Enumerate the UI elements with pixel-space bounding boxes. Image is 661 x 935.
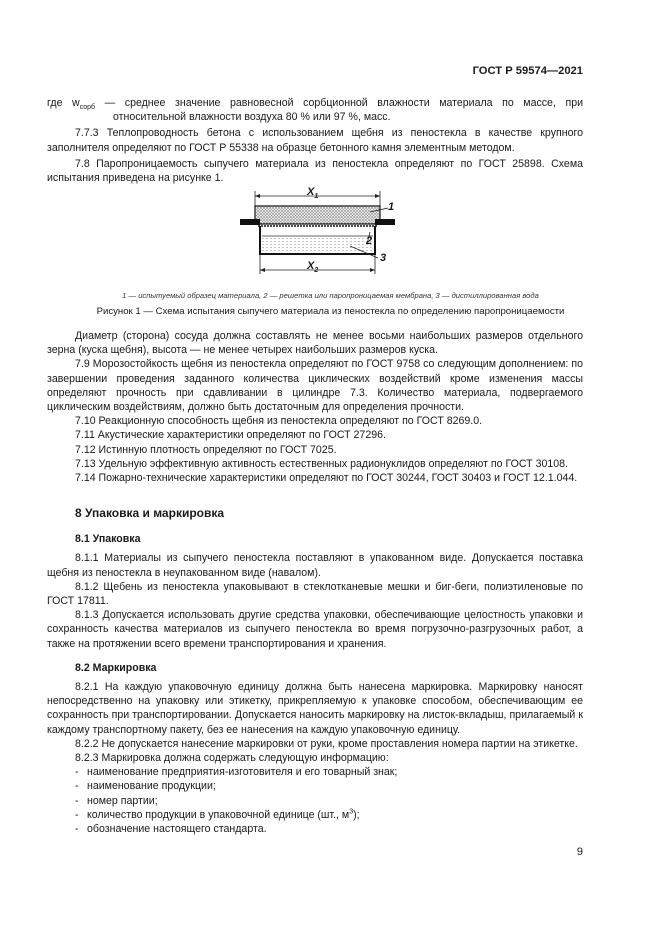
paragraph-7-14: 7.14 Пожарно-технические характеристики определяют по ГОСТ 30244, ГОСТ 30403 и ГОСТ 12.1.044. — [75, 472, 578, 485]
paragraph-8-2-1: 8.2.1 На каждую упаковочную единицу должна быть нанесена маркировка. Маркировку наносят непосредственно на упаковку или этикетку, прикрепляемую к упаковке способом, обеспечивающим ее сохранность при транспортировании. Допускается наносить маркировку на листок-вкладыш, прилагаемый к каждому транспортному пакету, без ее нанесения на каждую упаковочную единицу. — [47, 681, 583, 736]
list-item: - наименование продукции; — [75, 780, 216, 793]
callout-2: 2 — [366, 235, 373, 247]
figure-caption: Рисунок 1 — Схема испытания сыпучего материала из пеностекла по определению паропроницаемости — [96, 306, 565, 317]
left-flange — [240, 219, 260, 225]
subsection-8-2-heading: 8.2 Маркировка — [75, 661, 157, 674]
definition-text: — среднее значение равновесной сорбционной влажности материала по массе, при относительной влажности воздуха 80 % или 97 %, масс. — [95, 97, 584, 124]
section-8-block — [47, 506, 583, 836]
label-x1: $X_1$ — [307, 186, 319, 201]
paragraph-8-1-2: 8.1.2 Щебень из пеностекла упаковывают в стеклотканевые мешки и биг-беги, полиэтиленовые по ГОСТ 17811. — [47, 580, 583, 608]
callout-3: 3 — [380, 252, 387, 264]
paragraph-8-1-3: 8.1.3 Допускается использовать другие средства упаковки, обеспечивающие целостность упаковки и сохранность качества материалов из сыпучего пеностекла во время погрузочно-разгрузочных работ, а также на протяжении всего времени транспортирования и хранения. — [47, 609, 583, 650]
callout-1: 1 — [388, 201, 395, 213]
figure-1-diagram — [230, 186, 410, 282]
test-sample-layer — [255, 206, 380, 224]
definition-lead: где w — [47, 97, 80, 109]
figure-legend: 1 — испытуемый образец материала, 2 — решетка или паропроницаемая мембрана, 3 — дистиллированная вода — [122, 291, 539, 300]
paragraph-7-7-3: 7.7.3 Теплопроводность бетона с использованием щебня из пеностекла в качестве крупного заполнителя определяют по ГОСТ Р 55338 на образце бетонного камня элементным методом. — [47, 127, 583, 154]
right-flange — [375, 219, 395, 225]
definition-subscript: сорб — [79, 104, 96, 112]
list-item: - обозначение настоящего стандарта. — [75, 823, 267, 836]
section-8-heading: 8 Упаковка и маркировка — [75, 506, 225, 520]
paragraph-7-8: 7.8 Паропроницаемость сыпучего материала из пеностекла определяют по ГОСТ 25898. Схема испытания приведена на рисунке 1. — [47, 157, 583, 185]
paragraph-8-1-1: 8.1.1 Материалы из сыпучего пеностекла поставляют в упакованном виде. Допускается поставка щебня из пеностекла в неупакованном виде (навалом). — [47, 552, 583, 579]
distilled-water — [262, 236, 373, 252]
list-item: - наименование предприятия-изготовителя и его товарный знак; — [75, 766, 398, 779]
paragraph-8-2-3: 8.2.3 Маркировка должна содержать следующую информацию: — [75, 752, 389, 765]
paragraph-8-2-2: 8.2.2 Не допускается нанесение маркировки от руки, кроме проставления номера партии на этикетке. — [75, 737, 578, 750]
paragraph-7-11: 7.11 Акустические характеристики определяют по ГОСТ 27296. — [75, 429, 386, 442]
paragraph-7-9: 7.9 Морозостойкость щебня из пеностекла определяют по ГОСТ 9758 со следующим дополнением: по завершении проведения заданного количества циклических воздействий кроме изменения массы определяют прочность при сдавливании в цилиндре 7.3. Количество материала, подвергаемого циклическим воздействиям, должно быть достаточным для определения прочности. — [47, 358, 583, 414]
list-item: - количество продукции в упаковочной единице (шт., $м^3$); — [75, 808, 360, 821]
subsection-8-1-heading: 8.1 Упаковка — [75, 533, 141, 546]
paragraph-7-12: 7.12 Истинную плотность определяют по ГОСТ 7025. — [75, 443, 337, 456]
definition-paragraph — [47, 96, 583, 124]
paragraph-vessel-diameter: Диаметр (сторона) сосуда должна составлять не менее восьми наибольших размеров отдельного зерна (куска щебня), высота — не менее четырех наибольших размеров куска. — [47, 330, 583, 357]
list-item: - номер партии; — [75, 794, 158, 807]
paragraph-7-10: 7.10 Реакционную способность щебня из пеностекла определяют по ГОСТ 8269.0. — [75, 415, 483, 428]
label-x2: $X_2$ — [307, 260, 319, 275]
paragraph-7-13: 7.13 Удельную эффективную активность естественных радионуклидов определяют по ГОСТ 30108. — [75, 457, 568, 470]
middle-text-block — [47, 329, 583, 485]
page-number: 9 — [576, 846, 583, 858]
top-text-block — [47, 96, 583, 185]
document-id-header: ГОСТ Р 59574—2021 — [472, 65, 583, 77]
